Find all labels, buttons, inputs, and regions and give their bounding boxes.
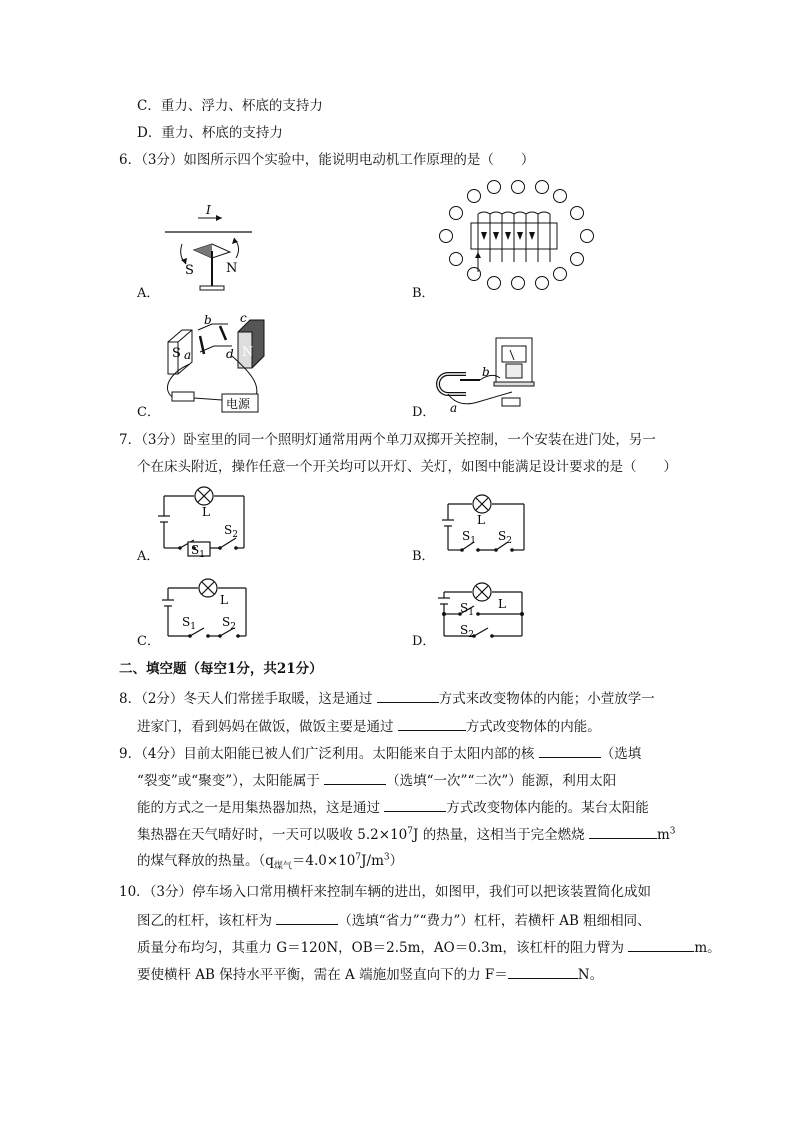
q6-label-c: C．	[137, 405, 160, 420]
svg-text:S2: $S_2$	[498, 529, 512, 546]
q7-label-c: C．	[137, 634, 160, 649]
q5-option-d: D．重力、杯底的支持力	[137, 125, 283, 141]
q6-figure-c	[160, 312, 270, 416]
q5-option-c: C．重力、浮力、杯底的支持力	[137, 98, 323, 114]
svg-text:S2: $S_2$	[222, 615, 236, 632]
q6-stem: 6．（3分）如图所示四个实验中，能说明电动机工作原理的是（ ）	[119, 152, 535, 168]
q8-line2: 进家门，看到妈妈在做饭，做饭主要是通过 方式改变物体的内能。	[137, 716, 601, 737]
svg-text:a: a	[450, 401, 458, 415]
q7-circuit-c	[164, 576, 254, 640]
q9-line1: 9．（4分）目前太阳能已被人们广泛利用。太阳能来自于太阳内部的核 （选填	[119, 743, 641, 764]
svg-text:S1: $S_1$	[191, 543, 205, 560]
svg-text:S2: $S_2$	[460, 623, 474, 640]
q8-line1: 8．（2分）冬天人们常搓手取暖，这是通过 方式来改变物体的内能；小萱放学一	[119, 688, 655, 709]
svg-text:d: d	[226, 347, 234, 361]
q7-circuit-a	[160, 486, 260, 560]
svg-text:c: c	[240, 311, 247, 325]
svg-text:S2: $S_2$	[224, 523, 238, 540]
svg-text:L: L	[498, 597, 506, 611]
q9-line3: 能的方式之一是用集热器加热，这是通过 方式改变物体内能的。某台太阳能	[137, 797, 649, 818]
svg-text:S1: $S_1$	[182, 615, 196, 632]
svg-text:S: S	[172, 346, 181, 361]
svg-text:b: b	[204, 313, 212, 327]
q9-blank-1[interactable]	[539, 743, 601, 758]
current-label: I	[206, 203, 211, 217]
q10-line1: 10．（3分）停车场入口常用横杆来控制车辆的进出，如图甲，我们可以把该装置简化成如	[119, 884, 652, 900]
q6-figure-b	[436, 178, 596, 298]
q7-circuit-d	[440, 578, 530, 642]
power-source-label: 电源	[226, 397, 251, 411]
q8-blank-2[interactable]	[398, 716, 466, 731]
q9-blank-2[interactable]	[324, 770, 386, 785]
q7-stem-line1: 7．（3分）卧室里的同一个照明灯通常用两个单刀双掷开关控制，一个安装在进门处，另一	[119, 432, 656, 448]
svg-text:N: N	[226, 261, 238, 276]
q7-label-a: A．	[137, 549, 160, 564]
q10-line2: 图乙的杠杆，该杠杆为 （选填“省力”“费力”）杠杆，若横杆 AB 粗细相同、	[137, 910, 651, 931]
q7-circuit-b	[444, 490, 534, 554]
q6-label-b: B．	[412, 286, 435, 301]
q9-line4: 集热器在天气晴好时，一天可以吸收 $5.2\times 10^7J$ 的热量，这相当于完全燃烧 $m^3$	[137, 824, 676, 845]
q7-stem-line2: 个在床头附近，操作任意一个开关均可以开灯、关灯，如图中能满足设计要求的是（ ）	[137, 459, 677, 475]
q9-line5: 的煤气释放的热量。$(q_{煤气}=4.0\times 10^7J/m^3)$	[137, 852, 404, 872]
svg-text:L: L	[202, 505, 210, 519]
q6-label-d: D．	[412, 405, 436, 420]
svg-text:S: S	[185, 263, 194, 278]
svg-text:L: L	[220, 593, 228, 607]
q7-label-b: B．	[412, 549, 435, 564]
q6-figure-a	[160, 200, 260, 300]
svg-text:S1: $S_1$	[462, 529, 476, 546]
q9-line2: “裂变”或“聚变”），太阳能属于 （选填“一次”“二次”）能源，利用太阳	[137, 770, 616, 791]
svg-text:a: a	[184, 348, 192, 362]
svg-text:b: b	[482, 365, 490, 379]
q10-line3: 质量分布均匀，其重力 G＝120N，OB＝2.5m，AO＝0.3m，该杠杆的阻力臂为 m。	[137, 937, 721, 958]
svg-text:L: L	[477, 513, 485, 527]
q10-line4: 要使横杆 AB 保持水平平衡，需在 A 端施加竖直向下的力 F＝ N。	[137, 964, 603, 985]
q9-blank-3[interactable]	[384, 797, 446, 812]
svg-text:N: N	[242, 345, 254, 360]
section-2-heading: 二、填空题（每空1分，共21分）	[119, 661, 323, 677]
q6-figure-d	[436, 334, 546, 416]
q10-blank-2[interactable]	[628, 937, 694, 952]
q10-blank-1[interactable]	[276, 910, 338, 925]
q8-blank-1[interactable]	[377, 688, 439, 703]
q7-label-d: D．	[412, 634, 436, 649]
svg-text:S1: $S_1$	[460, 601, 474, 618]
q6-label-a: A．	[137, 286, 160, 301]
q9-blank-4[interactable]	[589, 824, 657, 839]
q10-blank-3[interactable]	[508, 964, 578, 979]
